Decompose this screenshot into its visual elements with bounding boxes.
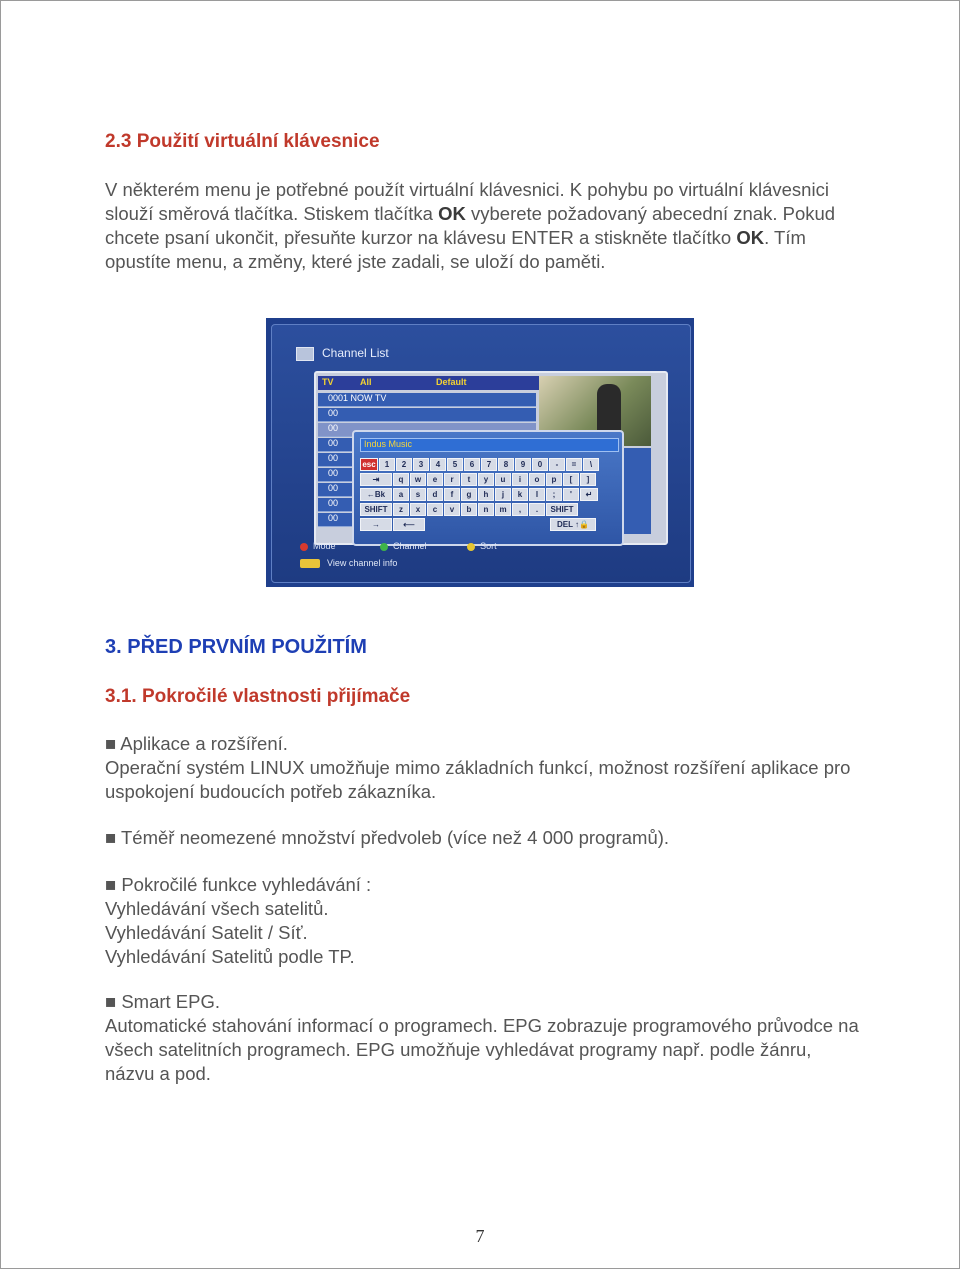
keyboard-key: s [410,488,426,501]
sub-heading-3-1: 3.1. Pokročilé vlastnosti přijímače [105,686,411,707]
channel-row: 00 [318,438,536,452]
keyboard-key: r [444,473,460,486]
ok-label: OK [438,203,466,224]
keyboard-key: q [393,473,409,486]
keyboard-key: 8 [498,458,514,471]
channel-row: 00 [318,498,536,512]
keyboard-key: \ [583,458,599,471]
list-icon [296,347,314,361]
keyboard-key: 5 [447,458,463,471]
keyboard-key: DEL ↑🔒 [550,518,596,531]
keyboard-key: ⇥ [360,473,392,486]
channel-row: 00 [318,453,536,467]
red-button-icon [300,543,308,551]
keyboard-key: ⟵ [393,518,425,531]
keyboard-key: t [461,473,477,486]
keyboard-key: . [529,503,545,516]
bullet-presets: ■ Téměř neomezené množství předvoleb (více než 4 000 programů). [105,827,670,848]
green-button-icon [380,543,388,551]
keyboard-key: w [410,473,426,486]
keyboard-key: ; [546,488,562,501]
keyboard-key: b [461,503,477,516]
keyboard-key: j [495,488,511,501]
bullet-epg: ■ Smart EPG. Automatické stahování informací o programech. EPG zobrazuje programového průvodce na všech satelitních programech. EPG umožňuje vyhledávat programy např. podle žánru, názvu a pod. [105,991,859,1084]
keyboard-input-field: Indus Music [360,438,619,452]
page-number: 7 [475,1226,485,1246]
section-heading-3: 3. PŘED PRVNÍM POUŽITÍM [105,636,367,658]
channel-row: 00 [318,468,536,482]
keyboard-key: SHIFT [360,503,392,516]
channel-row: 0001 NOW TV [318,393,536,407]
virtual-keyboard [352,430,624,546]
channel-row: 00 [318,423,536,437]
keyboard-key: ' [563,488,579,501]
keyboard-key: a [393,488,409,501]
keyboard-key: l [529,488,545,501]
tab-tv: TV [322,377,334,387]
keyboard-key: v [444,503,460,516]
keyboard-key: 7 [481,458,497,471]
keyboard-key: [ [563,473,579,486]
keyboard-key: h [478,488,494,501]
keyboard-key: → [360,518,392,531]
keyboard-key: i [512,473,528,486]
virtual-keyboard-screenshot [266,318,694,587]
keyboard-key: 9 [515,458,531,471]
keyboard-key: 0 [532,458,548,471]
keyboard-key: esc [360,458,378,471]
tab-all: All [360,377,372,387]
keyboard-key: f [444,488,460,501]
keyboard-key: n [478,503,494,516]
keyboard-key: = [566,458,582,471]
channel-row: 00 [318,513,536,527]
window-title: Channel List [296,346,656,366]
keyboard-key: p [546,473,562,486]
bullet-apps: ■ Aplikace a rozšíření. Operační systém LINUX umožňuje mimo základních funkcí, možnost rozšíření aplikace pro uspokojení budoucích potřeb zákazníka. [105,733,851,802]
keyboard-key: x [410,503,426,516]
keyboard-key: , [512,503,528,516]
keyboard-key: ←Bk [360,488,392,501]
footer-hints: Mode Channel Sort [300,541,497,551]
info-icon [300,559,320,568]
keyboard-key: e [427,473,443,486]
bullet-search: ■ Pokročilé funkce vyhledávání : Vyhledávání všech satelitů. Vyhledávání Satelit / Síť. Vyhledávání Satelitů podle TP. [105,874,372,967]
yellow-button-icon [467,543,475,551]
keyboard-key: c [427,503,443,516]
keyboard-key: d [427,488,443,501]
keyboard-key: u [495,473,511,486]
keyboard-key: 6 [464,458,480,471]
keyboard-key: 2 [396,458,412,471]
channel-row: 00 [318,408,536,422]
keyboard-key: g [461,488,477,501]
keyboard-key: y [478,473,494,486]
keyboard-key: 4 [430,458,446,471]
keyboard-key: z [393,503,409,516]
section-heading-2-3: 2.3 Použití virtuální klávesnice [105,131,380,152]
keyboard-key: 3 [413,458,429,471]
keyboard-key: ] [580,473,596,486]
keyboard-key: ↵ [580,488,598,501]
tab-bar [318,376,540,390]
footer-info: View channel info [300,558,397,568]
keyboard-key: SHIFT [546,503,578,516]
intro-paragraph: V některém menu je potřebné použít virtuální klávesnici. K pohybu po virtuální klávesnici slouží směrová tlačítka. Stiskem tlačítka OK vyberete požadovaný abecední znak. Pokud chcete psaní ukončit, přesuňte kurzor na klávesu ENTER a stiskněte tlačítko OK. Tím opustíte menu, a změny, které jste zadali, se uloží do paměti. [105,179,836,272]
keyboard-key: 1 [379,458,395,471]
keyboard-key: k [512,488,528,501]
keyboard-key: o [529,473,545,486]
tab-default: Default [436,377,467,387]
keyboard-key: - [549,458,565,471]
channel-row: 00 [318,483,536,497]
ok-label: OK [736,227,765,248]
keyboard-key: m [495,503,511,516]
